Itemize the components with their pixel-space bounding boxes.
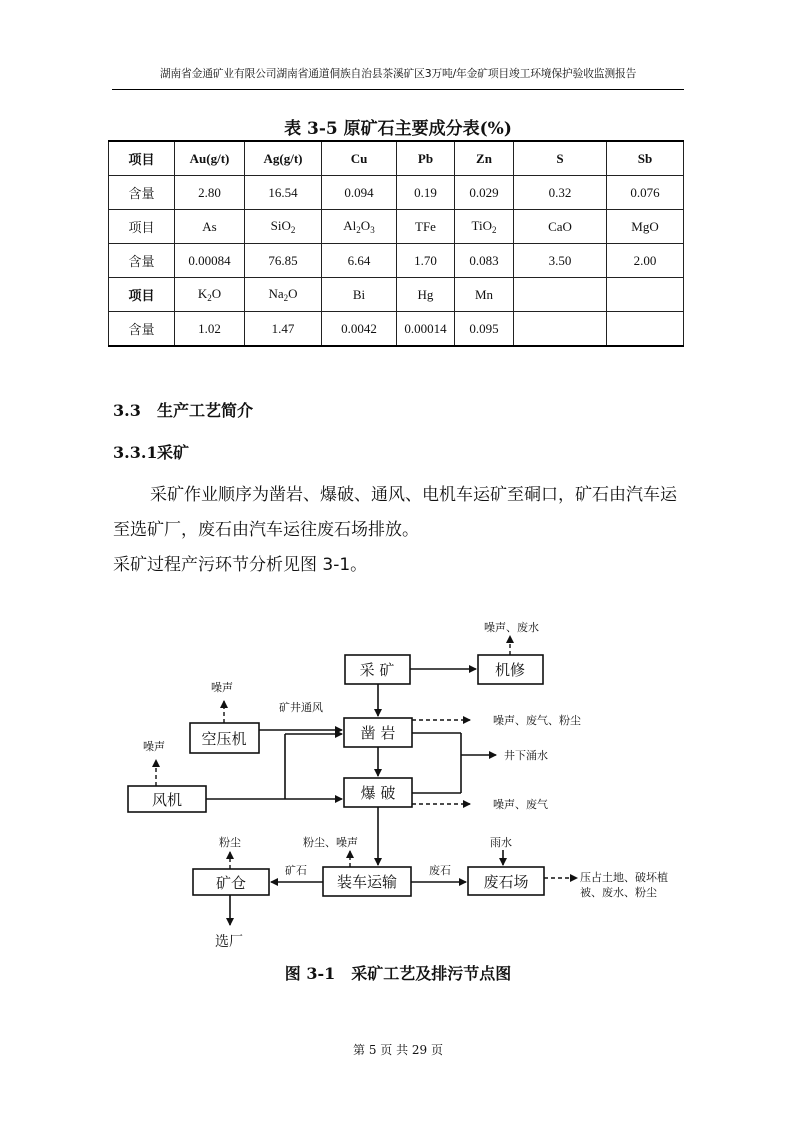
table-row-label: 含量 <box>109 244 175 278</box>
table-cell: 0.00014 <box>397 312 455 347</box>
table-row <box>109 141 684 176</box>
table-cell: MgO <box>607 210 684 244</box>
label-to-plant: 选厂 <box>215 934 243 950</box>
node-repair-label: 机修 <box>494 661 526 679</box>
page-footer: 第 5 页 共 29 页 <box>353 1043 443 1057</box>
table-cell: 0.00084 <box>175 244 245 278</box>
table-cell: 0.095 <box>455 312 514 347</box>
table-row-label: 含量 <box>109 176 175 210</box>
table-cell: Cu <box>322 141 397 176</box>
table-cell: $Na_2O$ <box>245 278 322 312</box>
label-drilling-emissions: 噪声、废气、粉尘 <box>493 714 581 727</box>
table-cell: TFe <box>397 210 455 244</box>
table-cell: Au(g/t) <box>175 141 245 176</box>
table-cell: TiO$_2$ <box>455 210 514 244</box>
label-blasting-emissions: 噪声、废气 <box>493 798 548 811</box>
label-ore-flow: 矿石 <box>285 864 307 877</box>
mining-process-diagram <box>113 603 685 958</box>
table-row-label: 含量 <box>109 312 175 347</box>
node-loading-label: 装车运输 <box>336 873 398 891</box>
label-ore-bin-dust: 粉尘 <box>219 836 241 849</box>
node-waste-yard-label: 废石场 <box>483 873 529 891</box>
table-cell: $K_2O$ <box>175 278 245 312</box>
table-cell: 0.076 <box>607 176 684 210</box>
table-row <box>109 244 684 278</box>
label-compressor-noise: 噪声 <box>211 681 233 694</box>
table-cell: 0.32 <box>514 176 607 210</box>
table-row-label: 项目 <box>109 210 175 244</box>
body-paragraph-mining: 采矿作业顺序为凿岩、爆破、通风、电机车运矿至硐口，矿石由汽车运至选矿厂，废石由汽车运往废石场排放。 <box>113 485 677 540</box>
label-waste-rock-flow: 废石 <box>429 864 451 877</box>
table-row <box>109 210 684 244</box>
table-row <box>109 176 684 210</box>
table-cell <box>514 278 607 312</box>
table-cell: 6.64 <box>322 244 397 278</box>
report-header: 湖南省金通矿业有限公司湖南省通道侗族自治县茶溪矿区3万吨/年金矿项目竣工环境保护验收监测报告 <box>159 67 637 80</box>
table-cell: Hg <box>397 278 455 312</box>
table-cell: 1.70 <box>397 244 455 278</box>
table-cell: 16.54 <box>245 176 322 210</box>
label-repair-emissions: 噪声、废水 <box>484 621 539 634</box>
label-ventilation: 矿井通风 <box>279 701 323 714</box>
section-heading <box>113 398 253 421</box>
table-cell: 1.02 <box>175 312 245 347</box>
table-cell: S <box>514 141 607 176</box>
table-cell: 2.00 <box>607 244 684 278</box>
table-cell: Bi <box>322 278 397 312</box>
node-fan-label: 风机 <box>151 791 183 809</box>
table-cell: 76.85 <box>245 244 322 278</box>
label-fan-noise: 噪声 <box>143 740 165 753</box>
table-cell: Sb <box>607 141 684 176</box>
table-row-label: 项目 <box>109 141 175 176</box>
table-cell: $Al_2O_3$ <box>322 210 397 244</box>
header-divider <box>112 89 684 90</box>
table-cell: 0.029 <box>455 176 514 210</box>
table-row-label: 项目 <box>109 278 175 312</box>
table-cell: CaO <box>514 210 607 244</box>
label-loading-emissions: 粉尘、噪声 <box>303 836 358 849</box>
process-flow-svg <box>113 603 685 958</box>
table-cell: Pb <box>397 141 455 176</box>
table-cell: 2.80 <box>175 176 245 210</box>
table-cell <box>514 312 607 347</box>
node-mining-label: 采 矿 <box>359 661 395 679</box>
table-cell: Mn <box>455 278 514 312</box>
table-cell: 0.083 <box>455 244 514 278</box>
table-cell: 0.19 <box>397 176 455 210</box>
table-cell: SiO$_2$ <box>245 210 322 244</box>
label-rainwater: 雨水 <box>490 836 512 849</box>
body-paragraph-figure-ref: 采矿过程产污环节分析见图 3-1。 <box>113 555 368 575</box>
label-waste-yard-impact-1: 压占土地、破坏植 <box>580 871 668 884</box>
figure-caption: 图 3-1 采矿工艺及排污节点图 <box>284 964 512 983</box>
node-blasting-label: 爆 破 <box>360 784 396 802</box>
table-cell: 3.50 <box>514 244 607 278</box>
table-cell: Zn <box>455 141 514 176</box>
table-row <box>109 278 684 312</box>
node-ore-bin-label: 矿仓 <box>215 874 247 892</box>
table-caption: 表 3-5 原矿石主要成分表(%) <box>284 119 512 139</box>
label-waste-yard-impact-2: 被、废水、粉尘 <box>580 886 657 899</box>
subsection-title: 采矿 <box>157 443 190 462</box>
table-cell: Ag(g/t) <box>245 141 322 176</box>
table-cell <box>607 312 684 347</box>
table-row <box>109 312 684 347</box>
node-drilling-label: 凿 岩 <box>360 724 396 742</box>
label-mine-water: 井下涌水 <box>504 749 548 762</box>
subsection-number: 3.3.1 <box>113 443 158 462</box>
table-cell: 1.47 <box>245 312 322 347</box>
table-cell: 0.094 <box>322 176 397 210</box>
section-title: 生产工艺简介 <box>157 401 254 420</box>
subsection-heading <box>113 440 189 463</box>
table-cell: 0.0042 <box>322 312 397 347</box>
ore-composition-table <box>108 140 684 347</box>
node-compressor-label: 空压机 <box>201 730 247 748</box>
table-cell <box>607 278 684 312</box>
section-number: 3.3 <box>113 401 141 420</box>
table-cell: As <box>175 210 245 244</box>
